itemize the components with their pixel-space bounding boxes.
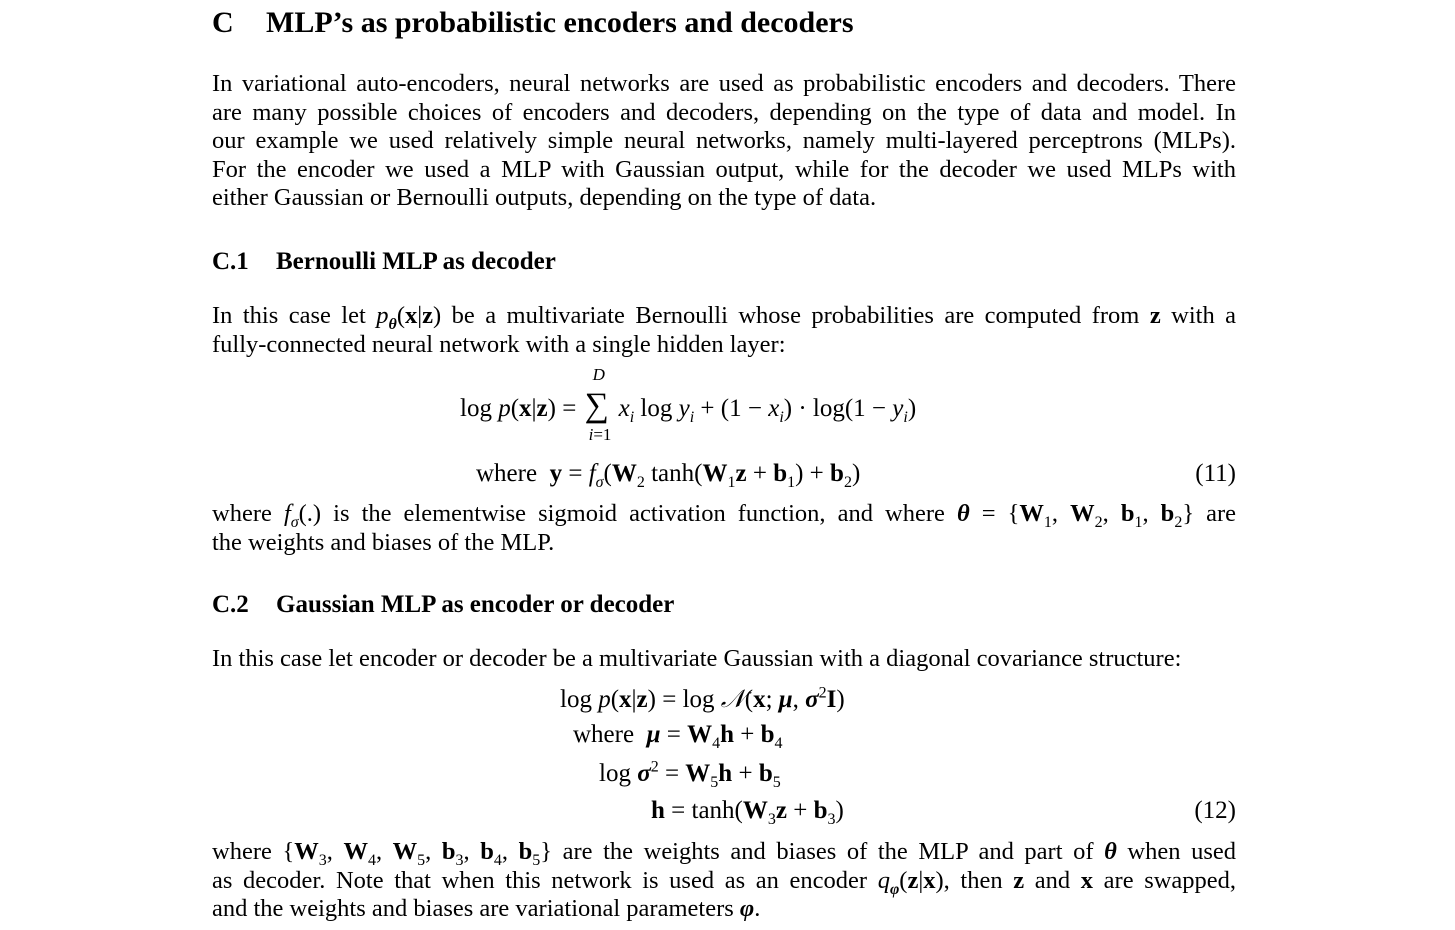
intro-line: our example we used relatively simple neural networks, namely multi-layered perceptrons (MLPs).	[212, 127, 1236, 155]
subsection-heading-c2	[212, 591, 674, 619]
intro-line: For the encoder we used a MLP with Gaussian output, while for the decoder we used MLPs with	[212, 155, 1236, 183]
section-number: C	[212, 6, 234, 39]
sum-symbol: ∑ D i=1	[584, 365, 612, 445]
subsection-heading-c1	[212, 248, 556, 276]
equation-12-line4: $h = \tanh(W_3z + b_3)$	[651, 797, 844, 828]
equation-12-line2: where $\mu = W_4h + b_4$	[573, 721, 783, 752]
section-heading	[212, 6, 854, 40]
c2-para2-line2: as decoder. Note that when this network is used as an encoder $q_\varphi(z|x)$, then z and x are swapped,	[212, 866, 1237, 898]
equation-11-line2: where $y = f_\sigma(W_2$ $\tanh(W_1z + b_1) + b_2$)	[476, 460, 861, 491]
equation-number-12: (12)	[1194, 797, 1236, 824]
c2-para1-line1: In this case let encoder or decoder be a multivariate Gaussian with a diagonal covariance structure:	[212, 645, 1182, 672]
section-title: MLP’s as probabilistic encoders and decoders	[266, 6, 854, 39]
c1-para1-line2: fully-connected neural network with a single hidden layer:	[212, 330, 786, 358]
subsection-number: C.1	[212, 248, 249, 275]
subsection-title: Bernoulli MLP as decoder	[276, 248, 556, 275]
c1-paragraph-2	[212, 500, 1236, 557]
intro-paragraph	[212, 70, 1236, 213]
intro-line: either Gaussian or Bernoulli outputs, depending on the type of data.	[212, 184, 877, 212]
equation-12-line3: $\log \sigma^2 = W_5h + b_5$	[599, 758, 781, 791]
c2-paragraph-1	[212, 645, 1236, 674]
equation-12-line1: log p(x|z) = log 𝒩(x; μ, $\sigma^2I$)	[560, 684, 845, 713]
subsection-title: Gaussian MLP as encoder or decoder	[276, 591, 675, 618]
c2-para2-line1: where {$W_3$, $W_4$, $W_5$, $b_3$, $b_4$, $b_5$} are the weights and biases of the MLP and part of θ when used	[212, 838, 1236, 869]
c2-paragraph-2	[212, 838, 1236, 924]
subsection-number: C.2	[212, 591, 249, 618]
math-p-theta-x-given-z: $p_\theta(x|z)$	[376, 302, 442, 333]
intro-line: In variational auto-encoders, neural networks are used as probabilistic encoders and decoders. There	[212, 70, 1236, 97]
c1-para2-line1: where $f_\sigma(.)$ is the elementwise sigmoid activation function, and where $\theta = \{W_1$, $W_2$, $b_1$, $b_2$} are	[212, 500, 1237, 531]
c1-paragraph-1	[212, 302, 1236, 359]
equation-number-11: (11)	[1195, 460, 1236, 487]
c1-para2-line2: the weights and biases of the MLP.	[212, 528, 555, 556]
c1-para1-line1: In this case let $p_\theta(x|z)$ be a multivariate Bernoulli whose probabilities are computed from z with a	[212, 302, 1237, 333]
c2-para2-line3: and the weights and biases are variational parameters φ.	[212, 895, 761, 923]
intro-line: are many possible choices of encoders and decoders, depending on the type of data and model. In	[212, 98, 1236, 126]
equation-11-line1: log p(x|z) = ∑ D i=1 $x_i$ $\log y_i + (1 - x_i) \cdot \log(1 - y_i)$	[460, 365, 917, 445]
